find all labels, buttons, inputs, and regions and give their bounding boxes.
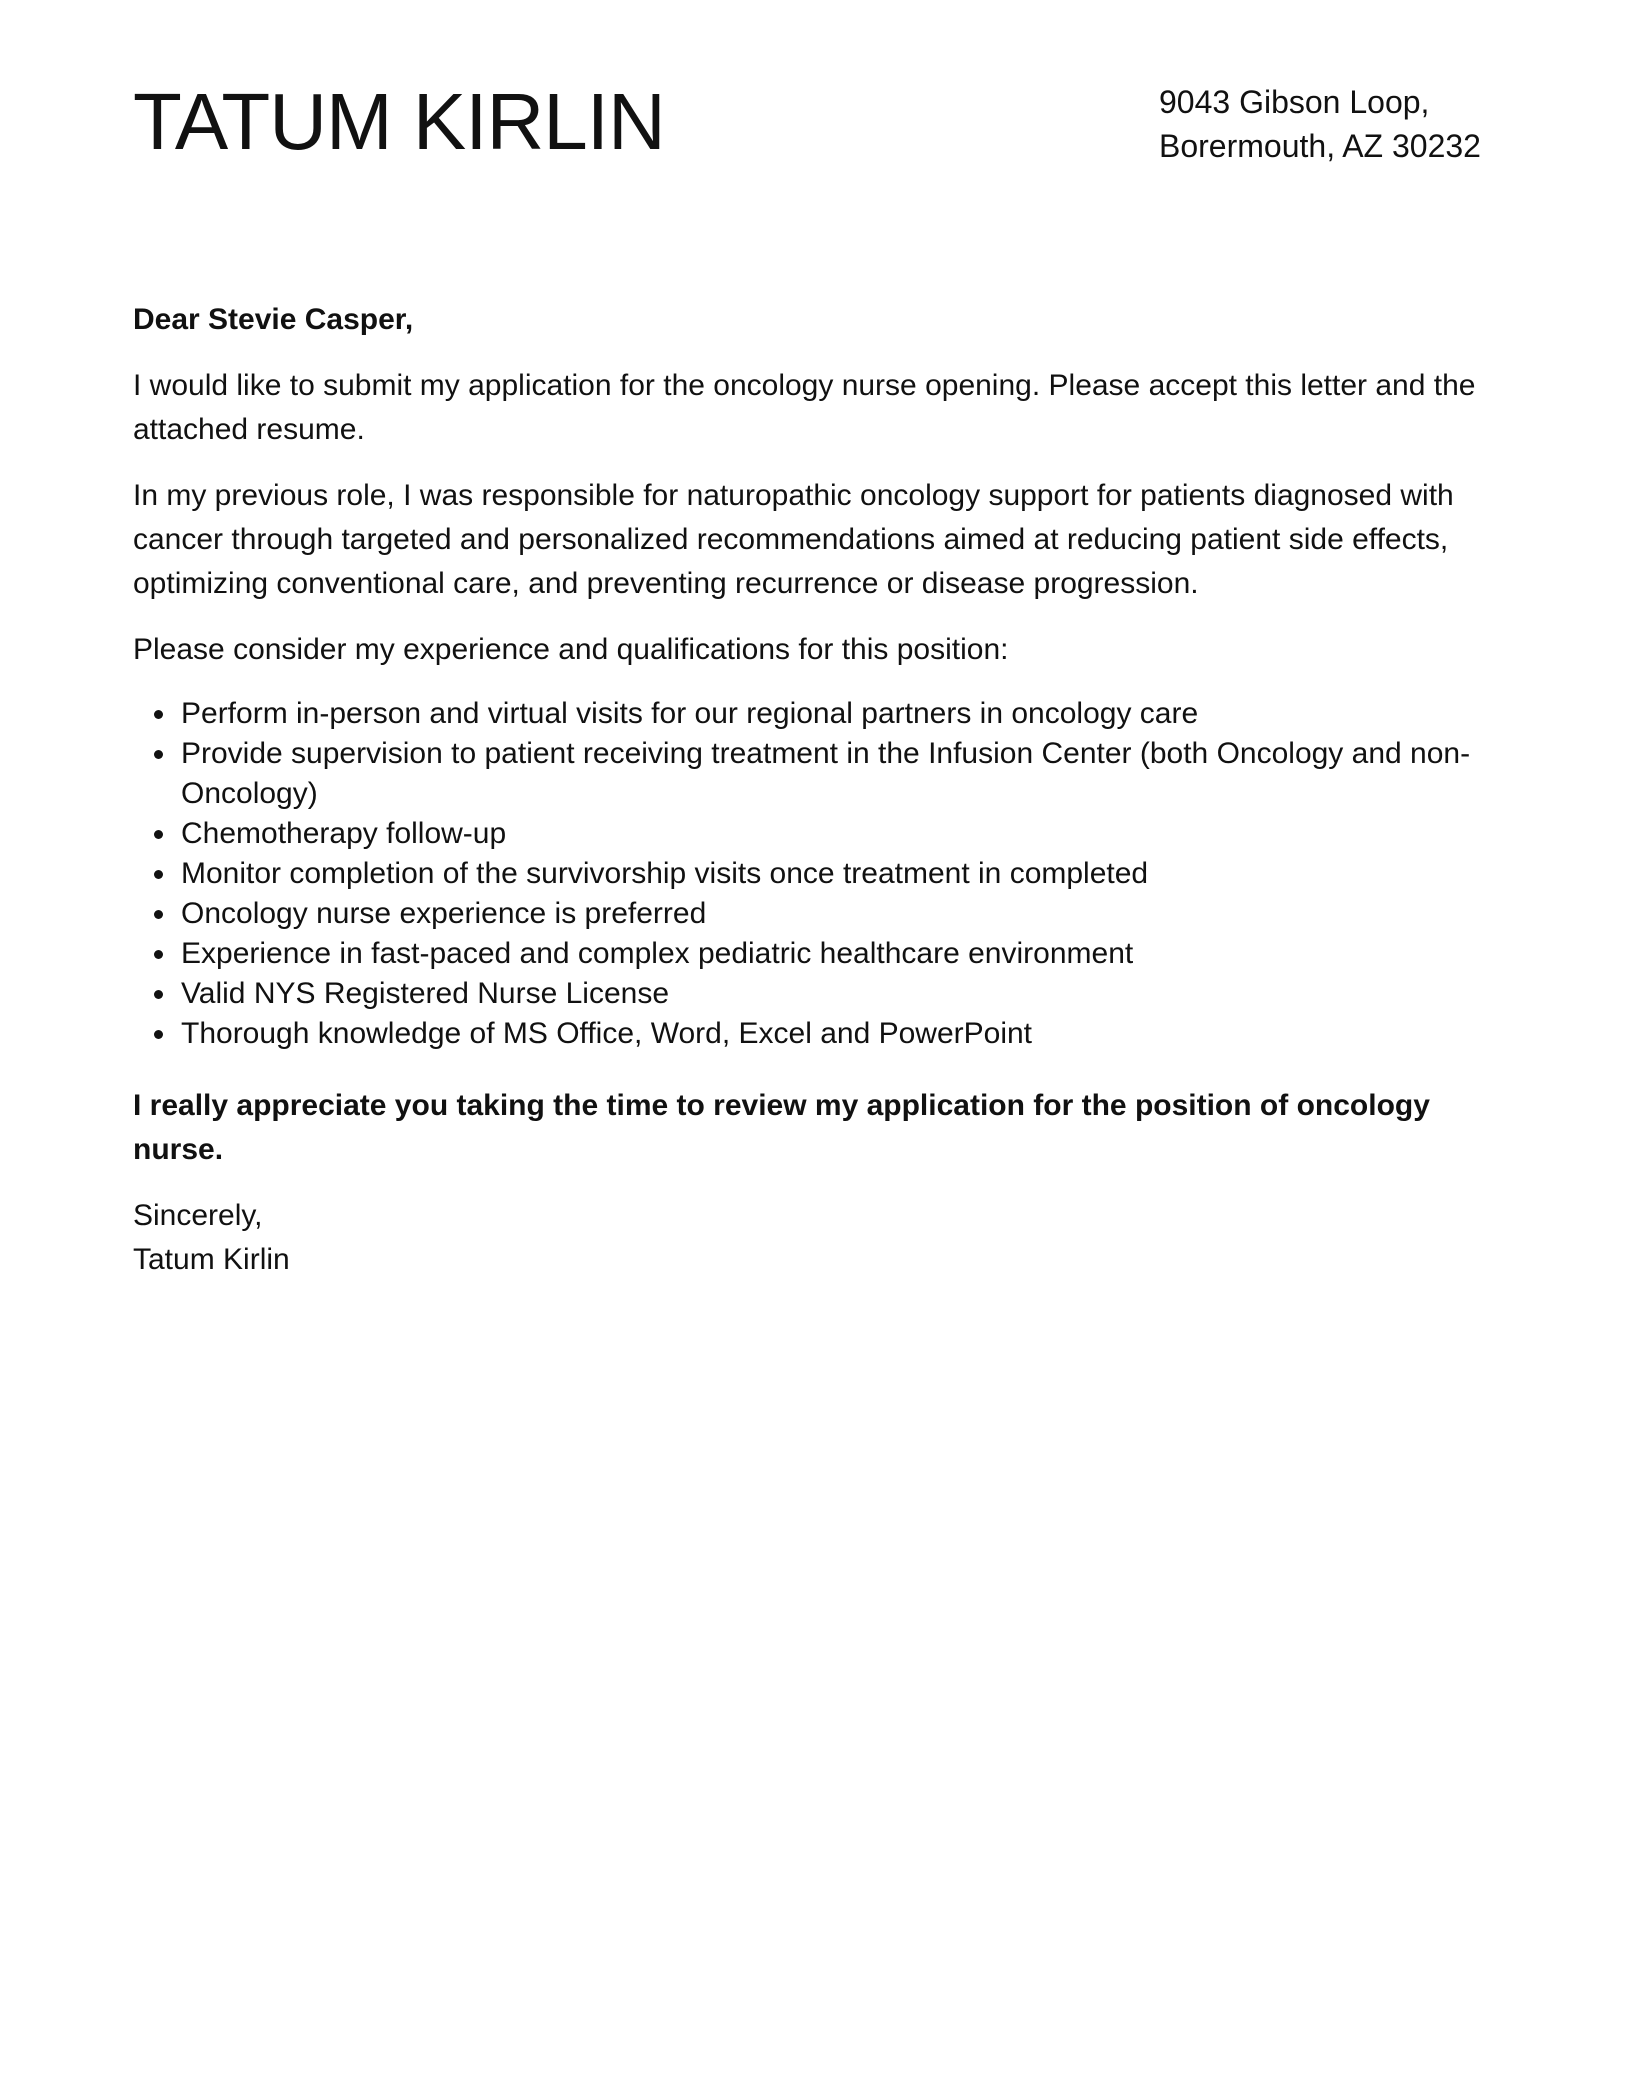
list-item: Provide supervision to patient receiving treatment in the Infusion Center (both Oncology and non-Oncology) (181, 734, 1499, 814)
intro-paragraph: I would like to submit my application for the oncology nurse opening. Please accept this letter and the attached resume. (133, 369, 1476, 446)
closing-paragraph: I really appreciate you taking the time to review my application for the position of oncology nurse. (133, 1089, 1430, 1166)
qualifications-list (133, 694, 1499, 1054)
letter-header (133, 74, 1499, 194)
qualifications-intro: Please consider my experience and qualifications for this position: (133, 633, 1009, 666)
letter-body (133, 298, 1499, 1282)
signoff-block (133, 1194, 1499, 1282)
list-item: Chemotherapy follow-up (181, 814, 1499, 854)
experience-paragraph: In my previous role, I was responsible for naturopathic oncology support for patients diagnosed with cancer through targeted and personalized recommendations aimed at reducing patient side effects, optimizing conventional care, and preventing recurrence or disease progression. (133, 479, 1454, 600)
list-item: Monitor completion of the survivorship visits once treatment in completed (181, 854, 1499, 894)
address-line-1: 9043 Gibson Loop, (1159, 84, 1430, 120)
applicant-address (1159, 80, 1499, 168)
list-item: Experience in fast-paced and complex pediatric healthcare environment (181, 934, 1499, 974)
applicant-name: TATUM KIRLIN (133, 77, 665, 166)
signature: Tatum Kirlin (133, 1243, 290, 1276)
list-item: Thorough knowledge of MS Office, Word, Excel and PowerPoint (181, 1014, 1499, 1054)
list-item: Perform in-person and virtual visits for our regional partners in oncology care (181, 694, 1499, 734)
salutation: Dear Stevie Casper, (133, 303, 414, 336)
address-line-2: Borermouth, AZ 30232 (1159, 128, 1481, 164)
list-item: Oncology nurse experience is preferred (181, 894, 1499, 934)
list-item: Valid NYS Registered Nurse License (181, 974, 1499, 1014)
signoff: Sincerely, (133, 1199, 263, 1232)
